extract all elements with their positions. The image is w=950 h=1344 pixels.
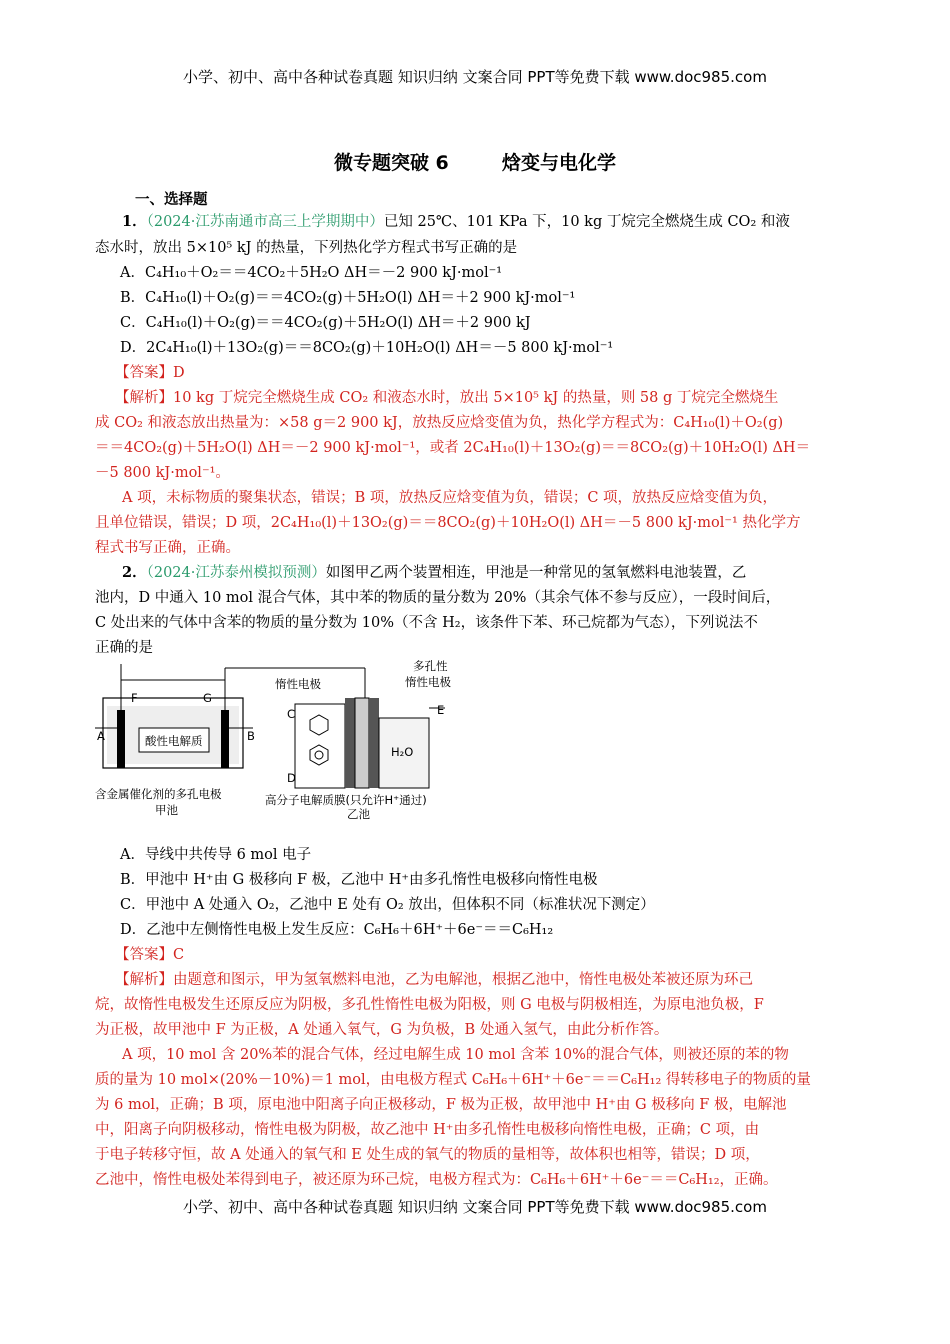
- electrode-porous: [369, 698, 379, 788]
- q2-analysis-line: 为正极，故甲池中 F 为正极，A 处通入氧气，G 为负极，B 处通入氢气，由此分析作答。: [95, 1022, 669, 1038]
- q2-analysis-line: 于电子转移守恒，故 A 处通入的氧气和 E 处生成的氧气的物质的量相等，故体积也相等，错误；D 项，: [95, 1147, 760, 1163]
- label-F: F: [131, 691, 138, 705]
- label-A: A: [97, 729, 105, 743]
- q1-analysis-line: 且单位错误，错误；D 项，2C₄H₁₀(l)＋13O₂(g)＝＝8CO₂(g)＋10H₂O(l) ΔH＝－5 800 kJ·mol⁻¹ 热化学方: [95, 515, 801, 531]
- electrode-G: [221, 710, 229, 768]
- membrane: [355, 698, 369, 788]
- q1-option-c: C．C₄H₁₀(l)＋O₂(g)＝＝4CO₂(g)＋5H₂O(l) ΔH＝＋2 900 kJ: [120, 315, 531, 331]
- q1-answer: 【答案】D: [115, 365, 185, 381]
- q2-analysis-line: 质的量为 10 mol×(20%－10%)＝1 mol，由电极方程式 C₆H₆＋6H⁺＋6e⁻＝＝C₆H₁₂ 得转移电子的物质的量: [95, 1072, 811, 1088]
- q2-option-b: B．甲池中 H⁺由 G 极移向 F 极，乙池中 H⁺由多孔惰性电极移向惰性电极: [120, 872, 598, 888]
- q1-analysis-line: 成 CO₂ 和液态放出热量为：×58 g＝2 900 kJ，放热反应焓变值为负，热化学方程式为：C₄H₁₀(l)＋O₂(g): [95, 415, 784, 431]
- label-water: H₂O: [391, 745, 414, 759]
- benzene-icon: [310, 745, 328, 765]
- q2-stem-line3: C 处出来的气体中含苯的物质的量分数为 10%（不含 H₂，该条件下苯、环己烷都为气态），下列说法不: [95, 615, 758, 631]
- q1-option-b: B．C₄H₁₀(l)＋O₂(g)＝＝4CO₂(g)＋5H₂O(l) ΔH＝＋2 900 kJ·mol⁻¹: [120, 290, 576, 306]
- q2-option-d: D．乙池中左侧惰性电极上发生反应：C₆H₆＋6H⁺＋6e⁻＝＝C₆H₁₂: [120, 922, 554, 938]
- q2-analysis-line: 中，阳离子向阴极移动，惰性电极为阴极，故乙池中 H⁺由多孔惰性电极移向惰性电极，正确；C 项，由: [95, 1122, 760, 1138]
- q2-stem-line2: 池内，D 中通入 10 mol 混合气体，其中苯的物质的量分数为 20%（其余气体不参与反应），一段时间后，: [95, 590, 781, 606]
- label-electrolyte: 酸性电解质: [145, 734, 203, 748]
- label-D: D: [287, 771, 296, 785]
- q1-analysis-line: 程式书写正确，正确。: [95, 540, 240, 556]
- label-porous-2: 惰性电极: [405, 675, 451, 689]
- label-G: G: [203, 691, 212, 705]
- cyclohexane-icon: [310, 715, 328, 735]
- label-membrane: 高分子电解质膜(只允许H⁺通过): [265, 793, 427, 807]
- q1-stem-line1: [122, 210, 892, 234]
- label-porous-1: 多孔性: [413, 659, 448, 673]
- q2-stem-line1: [122, 561, 892, 585]
- q2-stem: 如图甲乙两个装置相连，甲池是一种常见的氢氧燃料电池装置，乙: [325, 565, 747, 581]
- q1-number: 1．: [122, 213, 147, 230]
- q2-analysis-line: 【解析】由题意和图示，甲为氢氧燃料电池，乙为电解池，根据乙池中，惰性电极处苯被还原为环己: [115, 972, 753, 988]
- q1-analysis-line: －5 800 kJ·mol⁻¹。: [95, 465, 230, 481]
- benzene-ring-icon: [315, 751, 323, 759]
- q2-analysis-line: 为 6 mol，正确；B 项，原电池中阳离子向正极移动，F 极为正极，故甲池中 H⁺由 G 极移向 F 极，电解池: [95, 1097, 787, 1113]
- page-title: [0, 148, 950, 175]
- electrochemistry-diagram: [95, 658, 475, 820]
- title-topic: 焓变与电化学: [502, 152, 617, 174]
- q1-option-a: A．C₄H₁₀＋O₂＝＝4CO₂＋5H₂O ΔH＝－2 900 kJ·mol⁻¹: [120, 265, 503, 281]
- q2-stem-line4: 正确的是: [95, 640, 153, 656]
- q2-analysis-line: 乙池中，惰性电极处苯得到电子，被还原为环己烷，电极方程式为：C₆H₆＋6H⁺＋6e⁻＝＝C₆H₁₂，正确。: [95, 1172, 778, 1188]
- section-heading: 一、选择题: [135, 192, 208, 208]
- page-footer: 小学、初中、高中各种试卷真题 知识归纳 文案合同 PPT等免费下载 www.doc985.com: [183, 1198, 767, 1216]
- electrode-F: [117, 710, 125, 768]
- q2-option-c: C．甲池中 A 处通入 O₂，乙池中 E 处有 O₂ 放出，但体积不同（标准状况下测定）: [120, 897, 655, 913]
- q2-analysis-line: A 项，10 mol 含 20%苯的混合气体，经过电解生成 10 mol 含苯 10%的混合气体，则被还原的苯的物: [122, 1047, 789, 1063]
- q2-answer: 【答案】C: [115, 947, 185, 963]
- label-C: C: [287, 707, 296, 721]
- q2-source: （2024·江苏泰州模拟预测）: [146, 565, 326, 581]
- q1-stem: 已知 25℃、101 KPa 下，10 kg 丁烷完全燃烧生成 CO₂ 和液: [383, 214, 790, 230]
- page-header: 小学、初中、高中各种试卷真题 知识归纳 文案合同 PPT等免费下载 www.doc985.com: [183, 68, 767, 86]
- q1-analysis-line: 【解析】10 kg 丁烷完全燃烧生成 CO₂ 和液态水时，放出 5×10⁵ kJ 的热量，则 58 g 丁烷完全燃烧生: [115, 390, 779, 406]
- label-jia: 甲池: [155, 803, 178, 817]
- q1-stem-line2: 态水时，放出 5×10⁵ kJ 的热量，下列热化学方程式书写正确的是: [95, 240, 518, 256]
- label-E: E: [437, 703, 445, 717]
- q1-analysis-line: ＝＝4CO₂(g)＋5H₂O(l) ΔH＝－2 900 kJ·mol⁻¹，或者 2C₄H₁₀(l)＋13O₂(g)＝＝8CO₂(g)＋10H₂O(l) ΔH＝: [95, 440, 811, 456]
- q1-option-d: D．2C₄H₁₀(l)＋13O₂(g)＝＝8CO₂(g)＋10H₂O(l) ΔH＝－5 800 kJ·mol⁻¹: [120, 340, 614, 356]
- label-B: B: [247, 729, 255, 743]
- q2-analysis-line: 烷，故惰性电极发生还原反应为阴极，多孔性惰性电极为阳极，则 G 电极与阴极相连，为原电池负极，F: [95, 997, 764, 1013]
- label-yi: 乙池: [347, 807, 370, 820]
- q2-number: 2．: [122, 564, 147, 581]
- label-inert-electrode: 惰性电极: [275, 677, 321, 691]
- q2-option-a: A．导线中共传导 6 mol 电子: [120, 847, 312, 863]
- title-number: 微专题突破 6: [333, 152, 449, 174]
- q1-source: （2024·江苏南通市高三上学期期中）: [146, 214, 384, 230]
- label-catalyst-electrode: 含金属催化剂的多孔电极: [95, 787, 222, 801]
- q1-analysis-line: A 项，未标物质的聚集状态，错误；B 项，放热反应焓变值为负，错误；C 项，放热反应焓变值为负，: [122, 490, 778, 506]
- electrode-inert: [345, 698, 355, 788]
